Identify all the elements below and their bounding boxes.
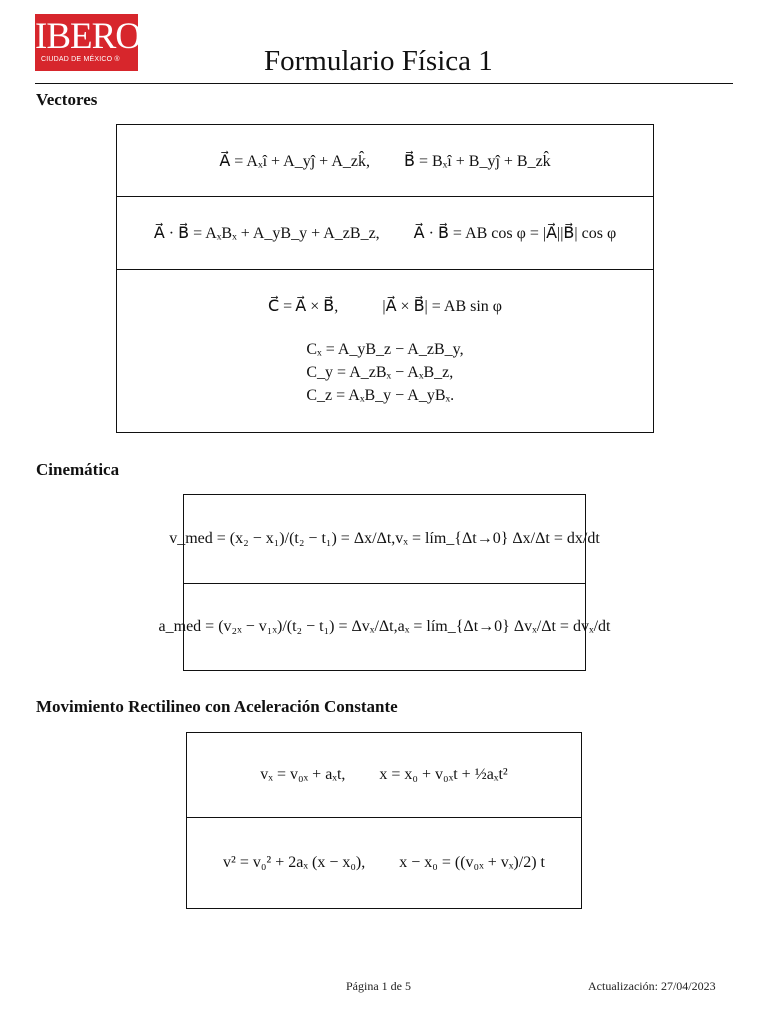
- position-constant-acceleration: x = x₀ + v₀ₓt + ½aₓt²: [379, 766, 508, 783]
- header-rule: [35, 83, 733, 84]
- displacement-average-velocity: x − x₀ = ((v₀ₓ + vₓ)/2) t: [399, 854, 545, 871]
- vectores-row-dot-product: [117, 196, 653, 269]
- dot-product-magnitude: A⃗ · B⃗ = AB cos φ = |A⃗||B⃗| cos φ: [413, 225, 617, 242]
- section-title-mrua: Movimiento Rectilineo con Aceleración Constante: [36, 697, 398, 716]
- document-title: Formulario Física 1: [264, 45, 493, 77]
- instantaneous-acceleration: aₓ = lím_{Δt→0} Δvₓ/Δt = dvₓ/dt: [397, 618, 611, 635]
- velocity-squared: v² = v₀² + 2aₓ (x − x₀),: [223, 854, 366, 871]
- cross-product-definition: C⃗ = A⃗ × B⃗,: [267, 297, 339, 315]
- update-date: Actualización: 27/04/2023: [588, 979, 716, 993]
- instantaneous-velocity: vₓ = lím_{Δt→0} Δx/Δt = dx/dt: [395, 530, 600, 547]
- vectores-row-components: [117, 125, 653, 196]
- cinematica-row-velocity: [169, 495, 600, 583]
- cross-product-cz: C_z = AₓB_y − A_yBₓ.: [306, 386, 455, 404]
- logo-brand-text: IBERO: [35, 16, 141, 57]
- dot-product-components: A⃗ · B⃗ = AₓBₓ + A_yB_y + A_zB_z,: [153, 225, 380, 242]
- cross-product-cx: Cₓ = A_yB_z − A_zB_y,: [306, 340, 464, 358]
- vectores-row-cross-product: [117, 269, 653, 432]
- cinematica-row-acceleration: [158, 583, 611, 670]
- average-acceleration: a_med = (v₂ₓ − v₁ₓ)/(t₂ − t₁) = Δvₓ/Δt,: [158, 618, 398, 635]
- ibero-logo: [35, 14, 141, 71]
- mrua-formula-box: [186, 732, 582, 909]
- average-velocity: v_med = (x₂ − x₁)/(t₂ − t₁) = Δx/Δt,: [169, 530, 396, 547]
- cinematica-formula-box: [158, 494, 611, 671]
- cross-product-components: [306, 338, 463, 407]
- mrua-row-position: [187, 733, 581, 817]
- section-title-vectores: Vectores: [36, 90, 98, 109]
- velocity-constant-acceleration: vₓ = v₀ₓ + aₓt,: [260, 766, 346, 783]
- vectores-formula-box: [116, 124, 654, 433]
- cross-product-magnitude: |A⃗ × B⃗| = AB sin φ: [382, 297, 503, 315]
- section-title-cinematica: Cinemática: [36, 460, 120, 479]
- vector-a-components: A⃗ = Aₓî + A_yĵ + A_zk̂,: [219, 152, 370, 170]
- page-number: Página 1 de 5: [346, 979, 411, 993]
- vector-b-components: B⃗ = Bₓî + B_yĵ + B_zk̂: [403, 152, 551, 170]
- cross-product-cy: C_y = A_zBₓ − AₓB_z,: [306, 363, 454, 381]
- mrua-row-velocity-squared: [187, 817, 581, 908]
- logo-city-text: CIUDAD DE MÉXICO ®: [41, 56, 120, 63]
